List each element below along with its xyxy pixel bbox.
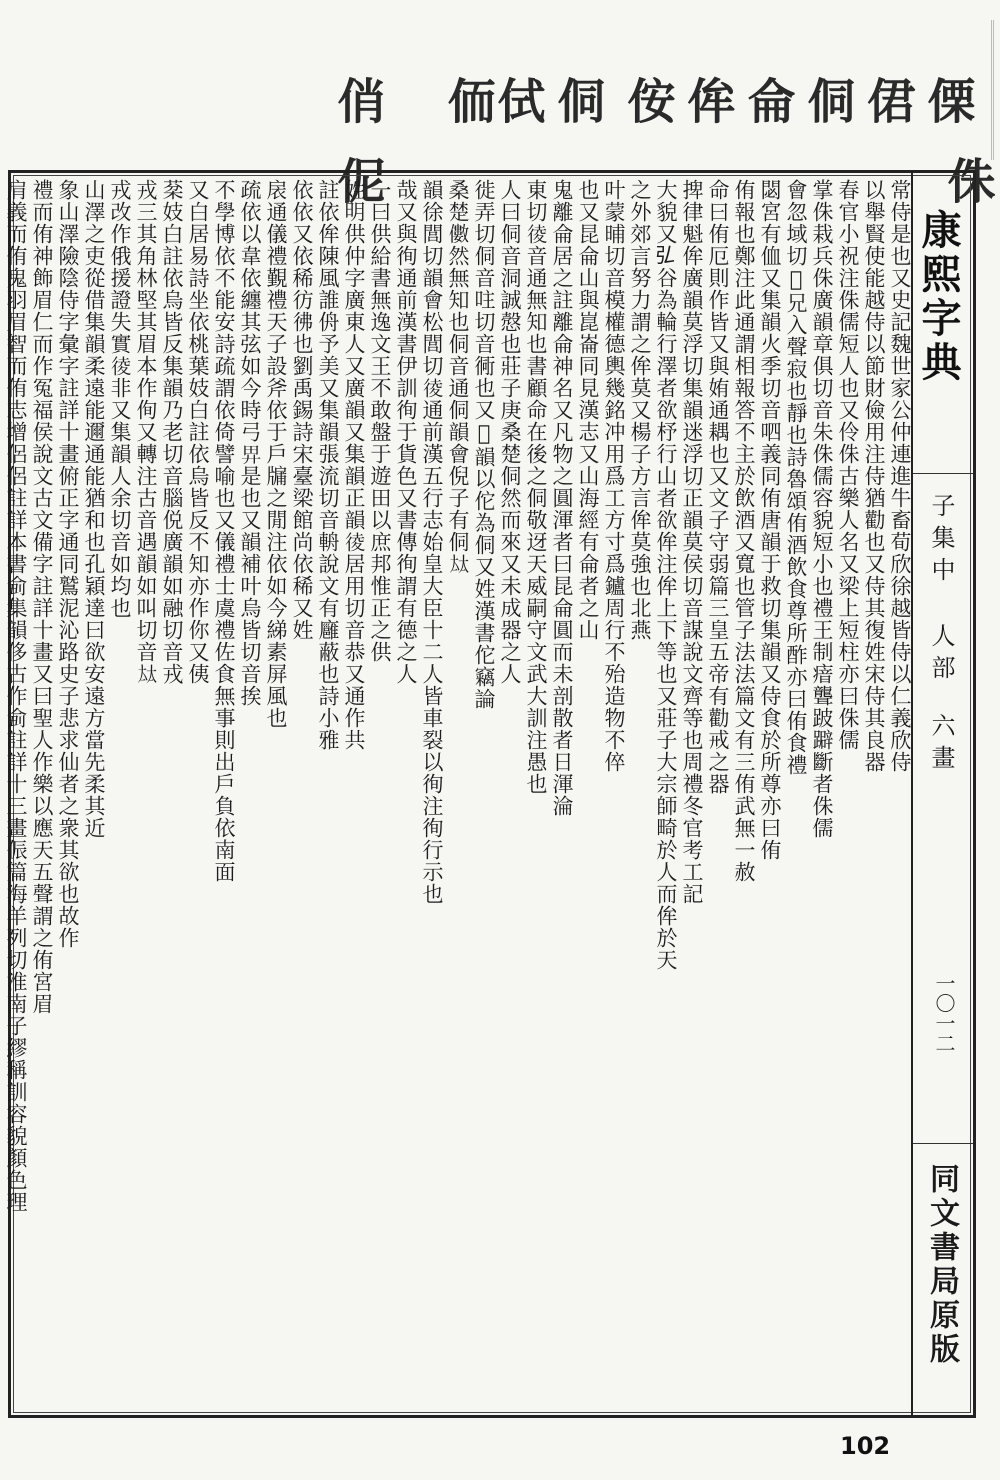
text-column: 閟宮有侐又集韻火季切音呬義同侑唐韻于救切集韻又侍食於所尊亦曰侑 xyxy=(758,179,782,861)
text-column: 不學博依不能安詩疏謂依倚譬喻也又儀禮士虞禮佐食無事則出戶負依南面 xyxy=(212,179,236,883)
text-column: 人曰侗音洞誠慤也莊子庚桑楚侗然而來又未成器之人 xyxy=(498,179,522,685)
text-column: 會忽域切𡚶兄入聲寂也靜也詩魯頌侑酒飲食尊所酢亦曰侑食禮 xyxy=(784,179,808,776)
text-column: 東切𢔁音通無知也書顧命在後之侗敬迓天威嗣守文武大訓注愚也 xyxy=(524,179,548,795)
text-column: 也又昆侖山與崑崙同見漢志又山海經有侖者之山 xyxy=(576,179,600,641)
text-column: 戎三其角林堅其眉本作侚又轉注古音遇韻如叫切音𡘋 xyxy=(134,179,158,685)
seal-script-header xyxy=(300,10,1000,204)
text-column: 註依侔陳風誰侜予美又集韻張流切音輈說文有廱蔽也詩小雅 xyxy=(316,179,340,751)
seal-char: 侔 xyxy=(679,76,735,124)
text-column: 肩義而侑鬼羽眉智而侑志增侶侶註詳本書侴集韻侈古作侴註詳十三畫侲篇海羊列切淮南子繆稱訓容貌顏色理 xyxy=(4,179,28,1213)
seal-char: 侒 xyxy=(619,76,675,124)
text-column: 掌侏栽兵侏廣韻章俱切音朱侏儒容貌短小也禮王制瘖聾跛躃斷者侏儒 xyxy=(810,179,834,839)
text-column: 桑楚𠐍然無知也侗音通侗韻會倪子有侗𡘋 xyxy=(446,179,470,575)
seal-char: 侰 xyxy=(859,76,915,124)
stroke-count-label: 六畫 xyxy=(927,713,955,777)
text-column: 象山澤險陰侍字彙字註詳十畫俯正字通同鷲泥沁路史子悲求仙者之衆其欲也故作 xyxy=(56,179,80,949)
text-column: 山澤之吏從借集韻柔遠能邇通能猶和也孔穎達曰欲安遠方當先柔其近 xyxy=(82,179,106,839)
divider xyxy=(913,473,973,474)
section-label: 子集中 xyxy=(927,493,955,589)
text-column: 棻妓白註依烏皆反集韻乃老切音腦侻廣韻如融切音戎 xyxy=(160,179,184,685)
running-header xyxy=(911,173,973,1415)
text-column: 禮而侑神飾眉仁而作冤福侯說文古文備字註詳十畫又曰聖人作樂以應天五聲謂之侑宮眉 xyxy=(30,179,54,1015)
text-column: 命曰侑厄則作皆又與姷通耦也又文子守弱篇三皇五帝有勸戒之器 xyxy=(706,179,730,795)
text-column: 徙弄切侗音𠰍切音衕也又𡚶韻以佗為侗又姓漢書佗竊論 xyxy=(472,179,496,710)
text-frame xyxy=(4,170,976,1418)
text-column: 韻徐閭切韻會松閭切𢔁通前漢五行志始皇大臣十二人皆車裂以徇注徇行示也 xyxy=(420,179,444,905)
text-column: 哉又與徇通前漢書伊訓徇于貨色又書傳徇謂有德之人 xyxy=(394,179,418,685)
text-column: 以舉賢使能越侍以節財儉用注侍猶勸也又侍其復姓宋侍其良器 xyxy=(862,179,886,773)
text-column: 捭律魁侔廣韻莫浮切集韻迷浮切正韻莫侯切音謀說文齊等也周禮冬官考工記 xyxy=(680,179,704,905)
seal-char: 侗 xyxy=(799,76,855,124)
page-edge-mark xyxy=(975,20,994,160)
publisher-label: 同文書局原版 xyxy=(924,1163,959,1367)
seal-char: 侕 xyxy=(439,76,495,124)
seal-char: 傈 xyxy=(919,76,975,124)
radical-label: 人部 xyxy=(927,623,955,687)
text-column: 鬼離侖居之註離侖神名又凡物之圓渾者曰昆侖圓而未剖散者日渾淪 xyxy=(550,179,574,817)
seal-char: 侗 xyxy=(549,76,605,124)
text-column: 侑報也鄭注此通謂相報答不主於飲酒又寬也管子法法篇文有三侑武無一赦 xyxy=(732,179,756,883)
divider xyxy=(913,1143,973,1144)
text-column: 叶蒙晡切音模權德輿幾銘冲用爲工方寸爲鑪周行不殆造物不倅 xyxy=(602,179,626,773)
book-title: 康熙字典 xyxy=(915,209,962,385)
seal-char: 侖 xyxy=(739,76,795,124)
text-column: 常侍是也又史記魏世家公仲連進牛畜荀欣徐越皆侍以仁義欣侍 xyxy=(888,179,912,773)
entry-text-body xyxy=(4,179,913,1411)
text-column: 又白居易詩坐依桃葉妓白註依烏皆反不知亦作你又侇 xyxy=(186,179,210,685)
text-column: 依依又依稀彷彿也劉禹錫詩宋臺梁館尚依稀又姓 xyxy=(290,179,314,641)
seal-char: 侏 xyxy=(939,156,995,204)
text-column: 大貌又𢎞谷為輪行澤者欲杼行山者欲侔注侔上下等也又莊子大宗師畸於人而侔於天 xyxy=(654,179,678,971)
text-column: 姓明供仲字廣東人又廣韻又集韻正韻𢔁居用切音恭又通作共 xyxy=(342,179,366,751)
text-column: 戎改作俄援證失實𢔁非又集韻人余切音如均也 xyxy=(108,179,132,619)
text-column: 疏依以韋依纏其弦如今時弓𢌿是也又韻補叶烏皆切音挨 xyxy=(238,179,262,707)
seal-char: 俏 xyxy=(329,76,385,124)
seal-char: 伲 xyxy=(329,156,385,204)
folio-number: 一〇一二 xyxy=(932,973,956,1053)
text-column: 之外郊言努力謂之侔莫又楊子方言侔莫強也北燕 xyxy=(628,179,652,641)
text-column: 春官小祝注侏儒短人也又伶侏古樂人名又梁上短柱亦曰侏儒 xyxy=(836,179,860,751)
text-column: 一曰供給書無逸文王不敢盤于遊田以庶邦惟正之供 xyxy=(368,179,392,663)
seal-char: 侙 xyxy=(489,76,545,124)
text-column: 扆通儀禮覲禮天子設斧依于戶牖之閒注依如今綈素屏風也 xyxy=(264,179,288,729)
page-number: 102 xyxy=(840,1432,891,1460)
